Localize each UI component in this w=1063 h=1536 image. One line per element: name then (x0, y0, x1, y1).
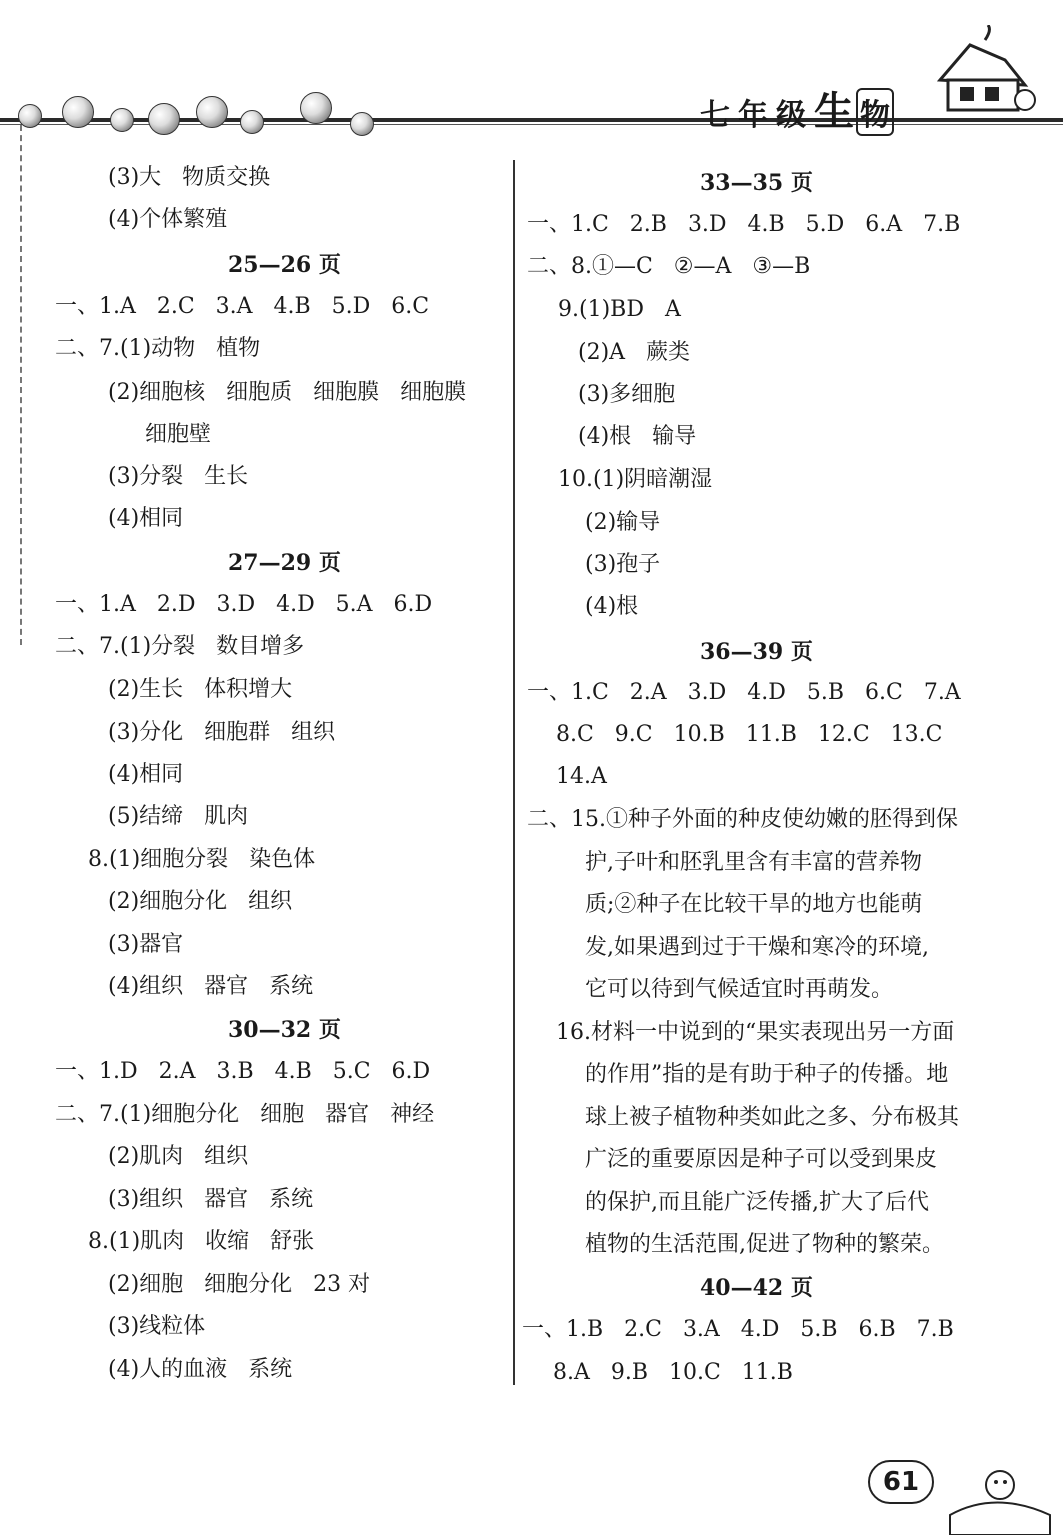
answer-line: 细胞壁 (145, 422, 212, 447)
answer-line: (2)细胞分化 组织 (108, 889, 293, 914)
section-heading: 40—42 页 (700, 1275, 813, 1301)
answer-line: (4)个体繁殖 (108, 207, 228, 232)
answer-line: 9.(1)BD A (558, 297, 681, 322)
answer-line: (4)人的血液 系统 (108, 1357, 293, 1382)
answer-line: 一、1.A 2.D 3.D 4.D 5.A 6.D (55, 592, 433, 617)
answer-line: (2)细胞 细胞分化 23 对 (108, 1272, 371, 1297)
answer-line: (2)A 蕨类 (578, 340, 691, 365)
answer-line: 14.A (556, 764, 607, 789)
answer-line: 8.C 9.C 10.B 11.B 12.C 13.C (556, 722, 943, 747)
answer-line: (3)多细胞 (578, 382, 676, 407)
answer-line: (2)输导 (585, 510, 661, 535)
answer-line: 护,子叶和胚乳里含有丰富的营养物 (585, 850, 922, 875)
bead-icon (110, 108, 134, 132)
answer-line: (3)组织 器官 系统 (108, 1187, 314, 1212)
answer-line: (4)相同 (108, 506, 184, 531)
bead-icon (62, 96, 94, 128)
answer-line: (2)肌肉 组织 (108, 1144, 249, 1169)
answer-line: (4)组织 器官 系统 (108, 974, 314, 999)
answer-line: (2)生长 体积增大 (108, 677, 293, 702)
page-header-title (700, 80, 894, 137)
answer-line: 16.材料一中说到的“果实表现出另一方面 (556, 1020, 955, 1045)
answer-line: 8.(1)肌肉 收缩 舒张 (88, 1229, 315, 1254)
answer-line: 的作用”指的是有助于种子的传播。地 (585, 1062, 949, 1087)
answer-line: (5)结缔 肌肉 (108, 804, 249, 829)
answer-line: (4)根 输导 (578, 424, 697, 449)
answer-line: 二、15.①种子外面的种皮使幼嫩的胚得到保 (527, 807, 958, 832)
answer-line: (3)分化 细胞群 组织 (108, 720, 336, 745)
answer-line: (4)根 (585, 594, 639, 619)
bead-icon (148, 103, 180, 135)
answer-line: 一、1.B 2.C 3.A 4.D 5.B 6.B 7.B (522, 1317, 954, 1342)
margin-dashed-line (20, 125, 22, 645)
answer-line: 广泛的重要原因是种子可以受到果皮 (585, 1147, 938, 1172)
answer-line: 质;②种子在比较干旱的地方也能萌 (585, 892, 923, 917)
answer-line: 二、7.(1)分裂 数目增多 (55, 634, 305, 659)
answer-line: 二、8.①—C ②—A ③—B (527, 254, 811, 279)
answer-line: (3)线粒体 (108, 1314, 206, 1339)
answer-line: (4)相同 (108, 762, 184, 787)
bead-icon (196, 96, 228, 128)
section-heading: 33—35 页 (700, 170, 813, 196)
snowman-icon (930, 1460, 1060, 1535)
answer-line: (3)器官 (108, 932, 184, 957)
section-heading: 25—26 页 (228, 252, 341, 278)
page-number: 61 (868, 1460, 934, 1504)
answer-line: 球上被子植物种类如此之多、分布极其 (585, 1105, 960, 1130)
answer-line: (3)分裂 生长 (108, 464, 249, 489)
answer-line: 一、1.C 2.A 3.D 4.D 5.B 6.C 7.A (527, 680, 961, 705)
bead-icon (350, 112, 374, 136)
answer-line: (2)细胞核 细胞质 细胞膜 细胞膜 (108, 380, 467, 405)
subject-char-2: 物 (856, 88, 894, 136)
bead-icon (240, 110, 264, 134)
bead-icon (300, 92, 332, 124)
answer-line: 8.(1)细胞分裂 染色体 (88, 847, 316, 872)
snow-house-icon (930, 25, 1040, 115)
grade-label: 七年级 (700, 98, 814, 133)
answer-line: 的保护,而且能广泛传播,扩大了后代 (585, 1190, 929, 1215)
section-heading: 36—39 页 (700, 639, 813, 665)
answer-line: (3)大 物质交换 (108, 165, 271, 190)
subject-char-1: 生 (814, 89, 856, 135)
answer-line: 一、1.A 2.C 3.A 4.B 5.D 6.C (55, 294, 430, 319)
answer-line: 一、1.D 2.A 3.B 4.B 5.C 6.D (55, 1059, 431, 1084)
answer-line: 它可以待到气候适宜时再萌发。 (585, 977, 894, 1002)
column-divider (513, 160, 515, 1385)
answer-line: (3)孢子 (585, 552, 661, 577)
bead-icon (18, 104, 42, 128)
section-heading: 30—32 页 (228, 1017, 341, 1043)
answer-line: 一、1.C 2.B 3.D 4.B 5.D 6.A 7.B (527, 212, 961, 237)
answer-line: 发,如果遇到过于干燥和寒冷的环境, (585, 935, 929, 960)
answer-line: 8.A 9.B 10.C 11.B (553, 1360, 793, 1385)
answer-line: 植物的生活范围,促进了物种的繁荣。 (585, 1232, 944, 1257)
answer-line: 二、7.(1)动物 植物 (55, 336, 261, 361)
section-heading: 27—29 页 (228, 550, 341, 576)
answer-line: 10.(1)阴暗潮湿 (558, 467, 713, 492)
answer-line: 二、7.(1)细胞分化 细胞 器官 神经 (55, 1102, 435, 1127)
